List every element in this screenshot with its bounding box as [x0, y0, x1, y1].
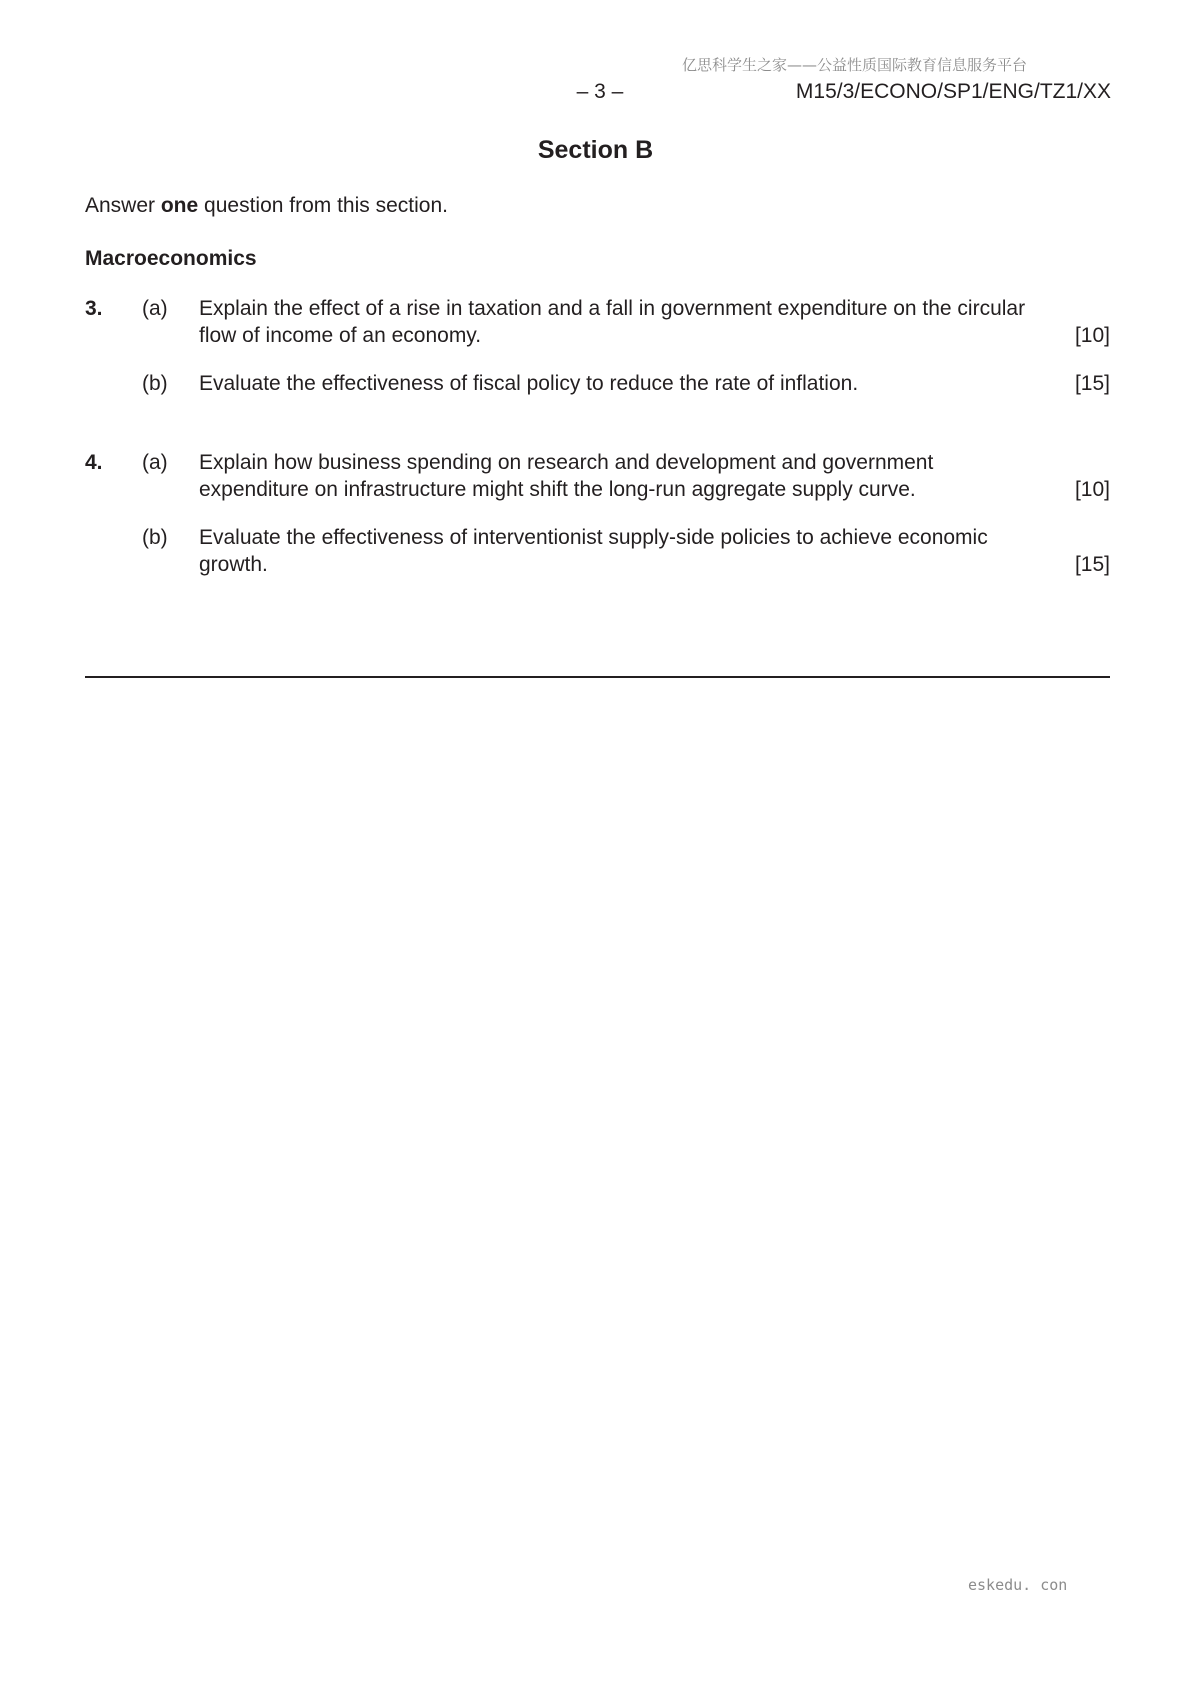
instruction-lead: Answer	[85, 194, 161, 217]
section-title: Section B	[537, 136, 654, 164]
part-label: (a)	[142, 451, 168, 474]
question-number: 4.	[85, 451, 103, 474]
footer-watermark: eskedu. con	[968, 1576, 1068, 1594]
part-text: Evaluate the effectiveness of interventionist supply-side policies to achieve economic growth.	[199, 526, 988, 576]
instruction-tail: question from this section.	[198, 194, 448, 217]
part-marks: [10]	[1074, 478, 1110, 501]
topic-heading: Macroeconomics	[85, 247, 257, 270]
instruction-emphasis: one	[160, 194, 199, 217]
question-part-3a	[142, 295, 1110, 349]
part-text: Explain the effect of a rise in taxation and a fall in government expenditure on the circular flow of income of an economy.	[199, 297, 1026, 347]
question-part-3b	[142, 370, 1110, 397]
question-4	[85, 449, 1110, 589]
question-part-4a	[142, 449, 1110, 503]
part-marks: [15]	[1074, 372, 1110, 395]
part-marks: [10]	[1074, 324, 1110, 347]
part-marks: [15]	[1074, 553, 1110, 576]
section-instruction	[85, 194, 448, 218]
page-number: – 3 –	[576, 80, 624, 103]
part-label: (a)	[142, 297, 168, 320]
paper-code: M15/3/ECONO/SP1/ENG/TZ1/XX	[795, 80, 1111, 103]
part-label: (b)	[142, 372, 168, 395]
question-number: 3.	[85, 297, 103, 320]
part-text: Evaluate the effectiveness of fiscal policy to reduce the rate of inflation.	[199, 372, 859, 395]
end-of-section-rule	[85, 676, 1110, 678]
header-watermark: 亿思科学生之家——公益性质国际教育信息服务平台	[682, 56, 1028, 74]
part-label: (b)	[142, 526, 168, 549]
part-text: Explain how business spending on research and development and government expenditure on infrastructure might shift the long-run aggregate supply curve.	[199, 451, 934, 501]
question-3	[85, 295, 1110, 415]
question-part-4b	[142, 524, 1110, 578]
